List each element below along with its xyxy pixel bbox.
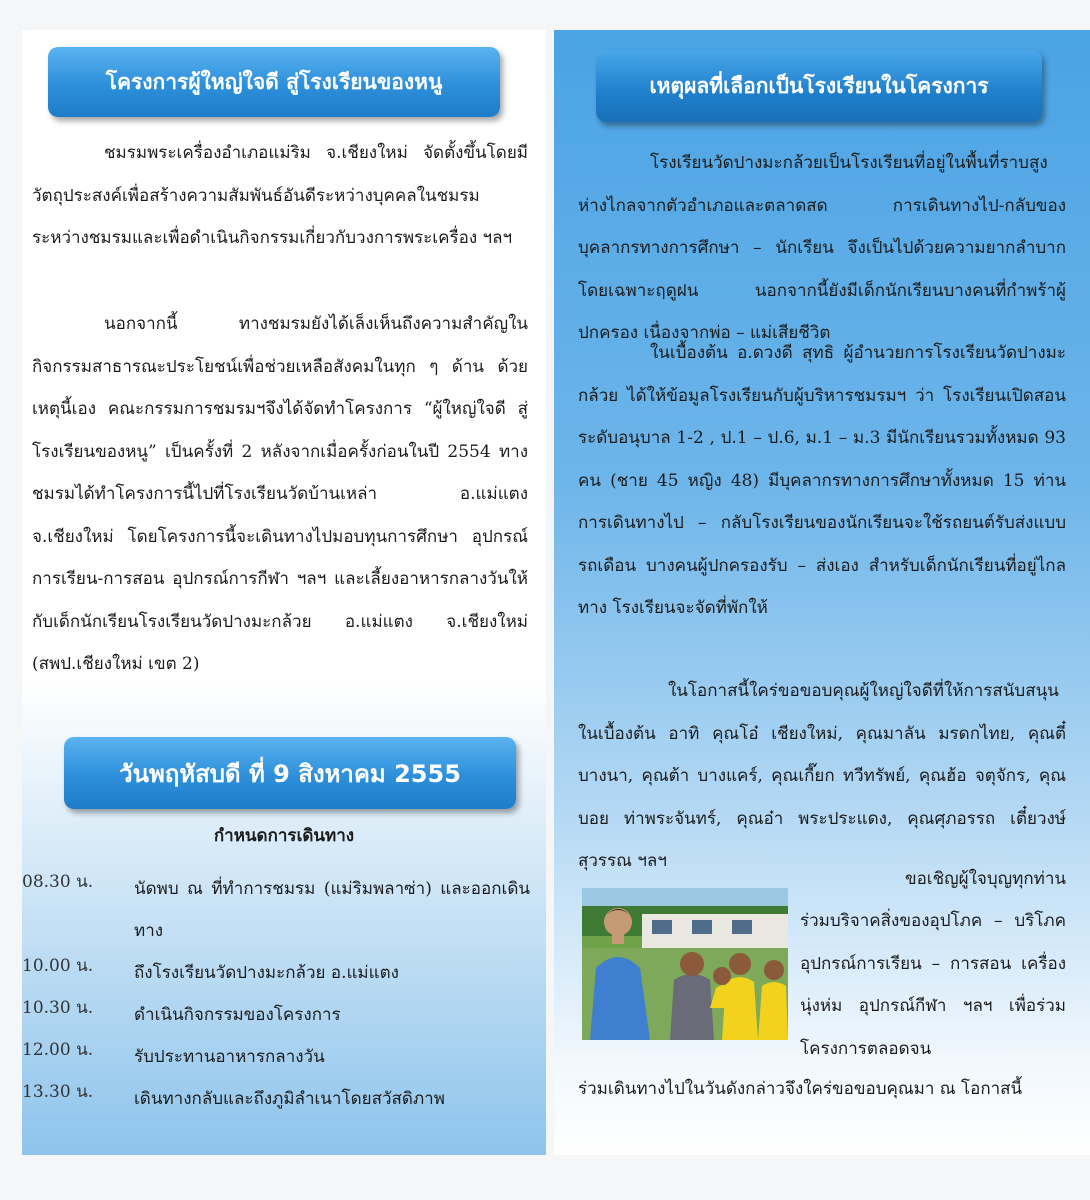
invitation-text: ร่วมบริจาคสิ่งของอุปโภค – บริโภค อุปกรณ์การเรียน – การสอน เครื่องนุ่งห่ม อุปกรณ์กีฬา ฯลฯ เพื่อร่วมโครงการตลอดจน (800, 911, 1066, 1059)
thanks-paragraph: ในโอกาสนี้ใคร่ขอขอบคุณผู้ใหญ่ใจดีที่ให้การสนับสนุนในเบื้องต้น อาทิ คุณโอ๋ เชียงใหม่, คุณมาลัน มรดกไทย, คุณตี๋ บางนา, คุณต้า บางแคร์, คุณเกี๊ยก ทวีทรัพย์, คุณฮ้อ จตุจักร, คุณบอย ท่าพระจันทร์, คุณอ๋า พระประแดง, คุณศุภอรรถ เตี๋ยวงษ์สุวรรณ ฯลฯ (578, 681, 1066, 871)
schedule-time: 08.30 น. (22, 872, 94, 892)
schedule-description: ถึงโรงเรียนวัดปางมะกล้วย อ.แม่แตง (134, 963, 399, 983)
invitation-closing: ร่วมเดินทางไปในวันดังกล่าวจึงใคร่ขอขอบคุณมา ณ โอกาสนี้ (578, 1079, 1023, 1099)
schedule-time: 10.30 น. (22, 998, 94, 1018)
left-panel (22, 30, 546, 1155)
schedule-item (22, 868, 546, 941)
schedule-description: ดำเนินกิจกรรมของโครงการ (134, 1005, 341, 1025)
project-title-banner: โครงการผู้ใหญ่ใจดี สู่โรงเรียนของหนู (48, 47, 500, 117)
schedule-description: เดินทางกลับและถึงภูมิลำเนาโดยสวัสดิภาพ (134, 1089, 445, 1109)
schedule-time: 13.30 น. (22, 1082, 94, 1102)
right-panel (554, 30, 1090, 1155)
school-info-paragraph: ในเบื้องต้น อ.ดวงดี สุทธิ ผู้อำนวยการโรงเรียนวัดปางมะกล้วย ได้ให้ข้อมูลโรงเรียนกับผู้บริหารชมรมฯ ว่า โรงเรียนเปิดสอนระดับอนุบาล 1-2 , ป.1 – ป.6, ม.1 – ม.3 มีนักเรียนรวมทั้งหมด 93 คน (ชาย 45 หญิง 48) มีบุคลากรทางการศึกษาทั้งหมด 15 ท่าน การเดินทางไป – กลับโรงเรียนของนักเรียนจะใช้รถยนต์รับส่งแบบรถเดือน บางคนผู้ปกครองรับ – ส่งเอง สำหรับเด็กนักเรียนที่อยู่ไกลทาง โรงเรียนจะจัดที่พักให้ (578, 343, 1066, 618)
schedule-description: นัดพบ ณ ที่ทำการชมรม (แม่ริมพลาซ่า) และออกเดินทาง (134, 879, 530, 941)
schedule-time: 10.00 น. (22, 956, 94, 976)
schedule-item (22, 1078, 546, 1120)
event-date-banner: วันพฤหัสบดี ที่ 9 สิงหาคม 2555 (64, 737, 516, 809)
schedule-item (22, 994, 546, 1036)
school-context-paragraph: โรงเรียนวัดปางมะกล้วยเป็นโรงเรียนที่อยู่ในพื้นที่ราบสูง ห่างไกลจากตัวอำเภอและตลาดสด การเดินทางไป-กลับของบุคลากรทางการศึกษา – นักเรียน จึงเป็นไปด้วยความยากลำบาก โดยเฉพาะฤดูฝน นอกจากนี้ยังมีเด็กนักเรียนบางคนที่กำพร้าผู้ปกครอง เนื่องจากพ่อ – แม่เสียชีวิต (578, 153, 1066, 343)
school-children-photo (582, 888, 788, 1040)
schedule-title: กำหนดการเดินทาง (213, 826, 355, 846)
schedule-item (22, 1036, 546, 1078)
club-intro-paragraph: ชมรมพระเครื่องอำเภอแม่ริม จ.เชียงใหม่ จัดตั้งขึ้นโดยมีวัตถุประสงค์เพื่อสร้างความสัมพันธ์อันดีระหว่างบุคคลในชมรม ระหว่างชมรมและเพื่อดำเนินกิจกรรมเกี่ยวกับวงการพระเครื่อง ฯลฯ (32, 143, 528, 248)
schedule-description: รับประทานอาหารกลางวัน (134, 1047, 325, 1067)
reasons-title-banner: เหตุผลที่เลือกเป็นโรงเรียนในโครงการ (596, 50, 1042, 122)
schedule-item (22, 952, 546, 994)
photo-illustration (582, 888, 788, 1040)
schedule-time: 12.00 น. (22, 1040, 94, 1060)
invitation-lead: ขอเชิญผู้ใจบุญทุกท่าน (904, 869, 1066, 889)
project-description-paragraph: นอกจากนี้ ทางชมรมยังได้เล็งเห็นถึงความสำคัญในกิจกรรมสาธารณะประโยชน์เพื่อช่วยเหลือสังคมในทุก ๆ ด้าน ด้วยเหตุนี้เอง คณะกรรมการชมรมฯจึงได้จัดทำโครงการ “ผู้ใหญ่ใจดี สู่โรงเรียนของหนู” เป็นครั้งที่ 2 หลังจากเมื่อครั้งก่อนในปี 2554 ทางชมรมได้ทำโครงการนี้ไปที่โรงเรียนวัดบ้านเหล่า อ.แม่แตง จ.เชียงใหม่ โดยโครงการนี้จะเดินทางไปมอบทุนการศึกษา อุปกรณ์การเรียน-การสอน อุปกรณ์การกีฬา ฯลฯ และเลี้ยงอาหารกลางวันให้กับเด็กนักเรียนโรงเรียนวัดปางมะกล้วย อ.แม่แตง จ.เชียงใหม่ (สพป.เชียงใหม่ เขต 2) (32, 314, 528, 674)
